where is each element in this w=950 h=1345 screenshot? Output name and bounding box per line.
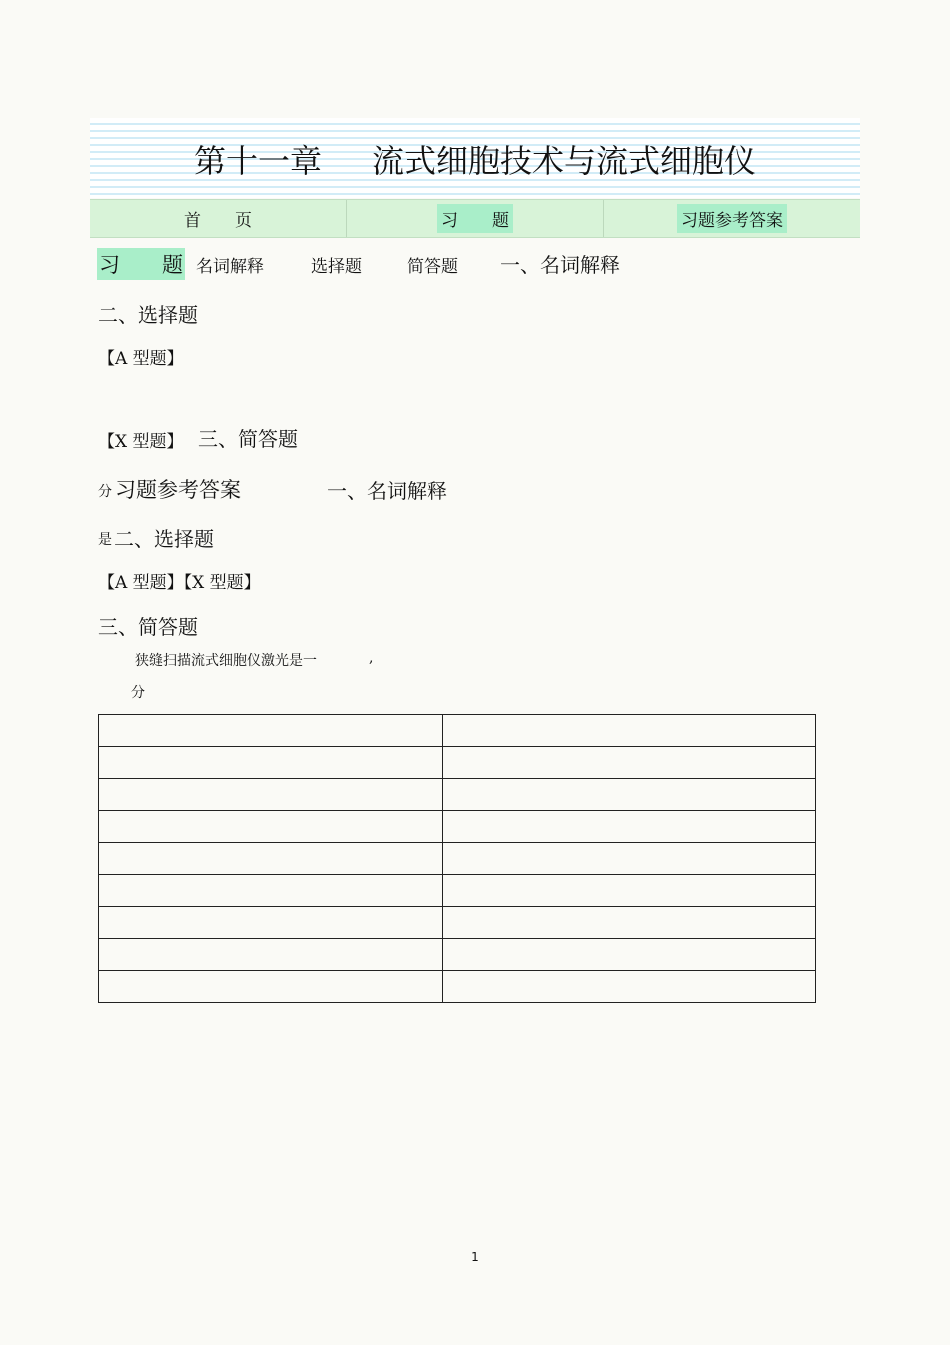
answers-short-answer-heading: 三、简答题 [98,615,198,639]
table-cell [443,971,816,1003]
chapter-name: 流式细胞技术与流式细胞仪 [372,142,757,180]
nav-exercises[interactable]: 习 题 [347,200,604,237]
title-banner [90,118,860,198]
answers-heading: 习题参考答案 [115,478,241,502]
table-cell [99,715,443,747]
nav-home[interactable]: 首 页 [90,200,347,237]
table-cell [99,811,443,843]
table-cell [99,843,443,875]
toc-link-choice[interactable]: 选择题 [311,257,362,277]
section-terms-heading: 一、名词解释 [500,253,620,277]
toc-link-terms[interactable]: 名词解释 [196,257,264,277]
table-cell [443,779,816,811]
table-cell [443,907,816,939]
nav-answers[interactable]: 习题参考答案 [604,200,860,237]
table-cell [443,875,816,907]
table-row [99,907,816,939]
table-row [99,875,816,907]
answer-table [98,714,816,1003]
a-type-heading: 【A 型题】 [98,349,184,369]
table-cell [443,939,816,971]
table-cell [99,875,443,907]
table-row [99,971,816,1003]
table-cell [99,907,443,939]
table-row [99,939,816,971]
table-row [99,779,816,811]
answers-choice-heading: 二、选择题 [114,527,214,551]
table-cell [443,811,816,843]
table-cell [99,779,443,811]
page-title [90,136,860,182]
nav-bar [90,199,860,238]
answer-text-comma: , [369,650,374,666]
table-cell [443,747,816,779]
x-type-heading: 【X 型题】 [98,432,184,452]
answer-prefix: 分 [98,484,112,500]
table-cell [99,939,443,971]
answers-types: 【A 型题】【X 型题】 [98,573,261,593]
table-row [99,747,816,779]
chapter-number: 第十一章 [193,142,322,180]
table-cell [443,843,816,875]
page-number: 1 [471,1250,479,1264]
table-row [99,715,816,747]
answer-text-line2: 分 [131,685,145,701]
section-choice-heading: 二、选择题 [98,303,198,327]
table-row [99,811,816,843]
answer-text-line: 狭缝扫描流式细胞仪激光是一 [135,653,317,669]
table-cell [443,715,816,747]
answers-terms-heading: 一、名词解释 [327,479,447,503]
toc-link-short-answer[interactable]: 简答题 [407,257,458,277]
table-cell [99,747,443,779]
table-cell [99,971,443,1003]
exercises-heading[interactable]: 习 题 [97,248,185,280]
answers-choice-prefix: 是 [98,532,112,548]
table-row [99,843,816,875]
section-short-answer-heading: 三、简答题 [198,427,298,451]
